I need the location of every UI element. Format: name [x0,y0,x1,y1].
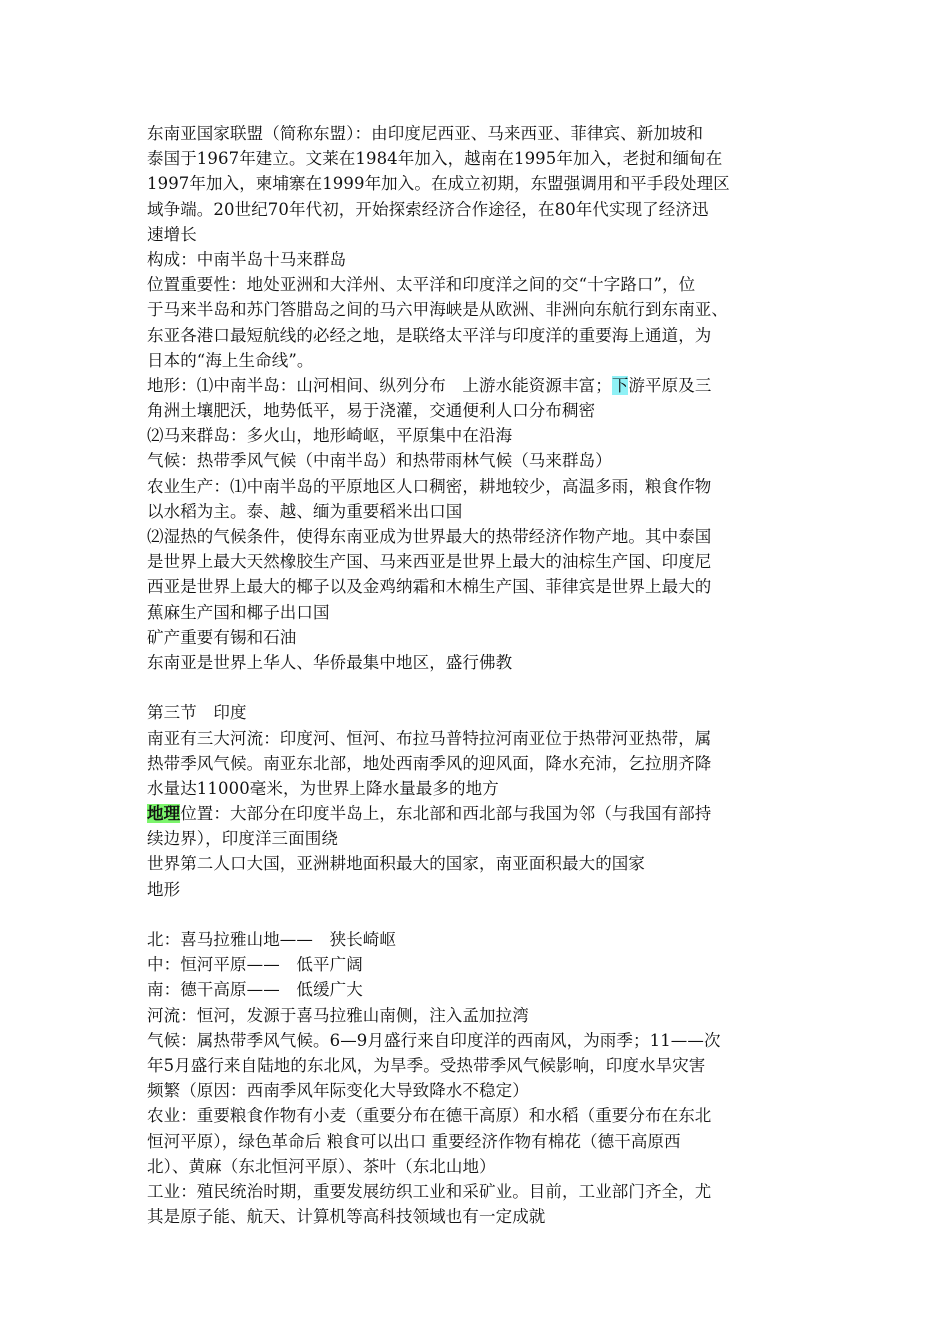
text-line: 年5月盛行来自陆地的东北风，为旱季。受热带季风气候影响，印度水旱灾害 [147,1055,706,1075]
terrain-line [147,373,807,398]
text-line: 角洲土壤肥沃，地势低平，易于浇灌，交通便利人口分布稠密 [147,401,596,421]
section-heading: 第三节 印度 [147,703,247,723]
terrain-text-after: 游平原及三 [628,375,712,395]
text-line: 北：喜马拉雅山地—— 狭长崎岖 [147,930,396,949]
geo-position-line [147,801,807,826]
terrain-text-before: 地形：⑴中南半岛：山河相间、纵列分布 上游水能资源丰富； [147,375,612,395]
text-line: 南亚有三大河流：印度河、恒河、布拉马普特拉河南亚位于热带河亚热带，属 [147,728,712,748]
blank-line [147,675,807,700]
text-line: 农业生产：⑴中南半岛的平原地区人口稠密，耕地较少，高温多雨，粮食作物 [147,476,712,496]
text-line: 世界第二人口大国，亚洲耕地面积最大的国家，南亚面积最大的国家 [147,854,645,874]
text-line: 泰国于1967年建立。文莱在1984年加入，越南在1995年加入，老挝和缅甸在 [147,149,723,169]
text-line: 农业：重要粮食作物有小麦（重要分布在德干高原）和水稻（重要分布在东北 [147,1106,712,1126]
cyan-highlight: 下 [611,375,629,395]
text-line: 西亚是世界上最大的椰子以及金鸡纳霜和木棉生产国、菲律宾是世界上最大的 [147,577,712,597]
text-line: 北）、黄麻（东北恒河平原）、茶叶（东北山地） [147,1156,496,1176]
text-line: 位置重要性：地处亚洲和大洋州、太平洋和印度洋之间的交“十字路口”，位 [147,275,696,295]
geo-text-after: 位置：大部分在印度半岛上，东北部和西北部与我国为邻（与我国有部持 [180,804,712,824]
text-line: 中：恒河平原—— 低平广阔 [147,955,363,975]
text-line: 水量达11000毫米，为世界上降水量最多的地方 [147,778,499,798]
text-line: 频繁（原因：西南季风年际变化大导致降水不稳定） [147,1081,529,1101]
text-line: 地形 [147,879,181,899]
text-line: 东南亚是世界上华人、华侨最集中地区，盛行佛教 [147,652,513,672]
green-highlight: 地理 [147,804,181,824]
text-line: 是世界上最大天然橡胶生产国、马来西亚是世界上最大的油棕生产国、印度尼 [147,552,712,572]
text-line: 矿产重要有锡和石油 [147,627,297,647]
text-line: 热带季风气候。南亚东北部，地处西南季风的迎风面，降水充沛，乞拉朋齐降 [147,753,712,773]
document-page [147,121,807,1229]
text-line: 续边界），印度洋三面围绕 [147,829,338,849]
text-line: 日本的“海上生命线”。 [147,350,314,370]
text-line: 气候：热带季风气候（中南半岛）和热带雨林气候（马来群岛） [147,451,612,471]
text-line: 河流：恒河，发源于喜马拉雅山南侧，注入孟加拉湾 [147,1005,529,1025]
text-line: 于马来半岛和苏门答腊岛之间的马六甲海峡是从欧洲、非洲向东航行到东南亚、 [147,300,728,320]
text-line: 速增长 [147,224,197,244]
blank-line [147,902,807,927]
text-line: 其是原子能、航天、计算机等高科技领域也有一定成就 [147,1207,546,1227]
text-line: 1997年加入，柬埔寨在1999年加入。在成立初期，东盟强调用和平手段处理区 [147,174,730,194]
text-line: ⑵湿热的气候条件，使得东南亚成为世界最大的热带经济作物产地。其中泰国 [147,527,712,546]
text-line: 东南亚国家联盟（简称东盟）：由印度尼西亚、马来西亚、菲律宾、新加坡和 [147,124,704,143]
text-line: 气候：属热带季风气候。6—9月盛行来自印度洋的西南风，为雨季；11——次 [147,1030,721,1050]
text-line: 工业：殖民统治时期，重要发展纺织工业和采矿业。目前，工业部门齐全，尤 [147,1181,712,1201]
text-line: 以水稻为主。泰、越、缅为重要稻米出口国 [147,501,463,521]
text-line: 蕉麻生产国和椰子出口国 [147,602,330,622]
text-line: 恒河平原），绿色革命后 粮食可以出口 重要经济作物有棉花（德干高原西 [147,1131,681,1151]
text-line: ⑵马来群岛：多火山，地形崎岖，平原集中在沿海 [147,426,513,446]
text-line: 南：德干高原—— 低缓广大 [147,980,363,1000]
text-line: 东亚各港口最短航线的必经之地，是联络太平洋与印度洋的重要海上通道，为 [147,325,712,345]
text-line: 域争端。20世纪70年代初，开始探索经济合作途径，在80年代实现了经济迅 [147,199,709,219]
text-line: 构成：中南半岛十马来群岛 [147,249,347,269]
